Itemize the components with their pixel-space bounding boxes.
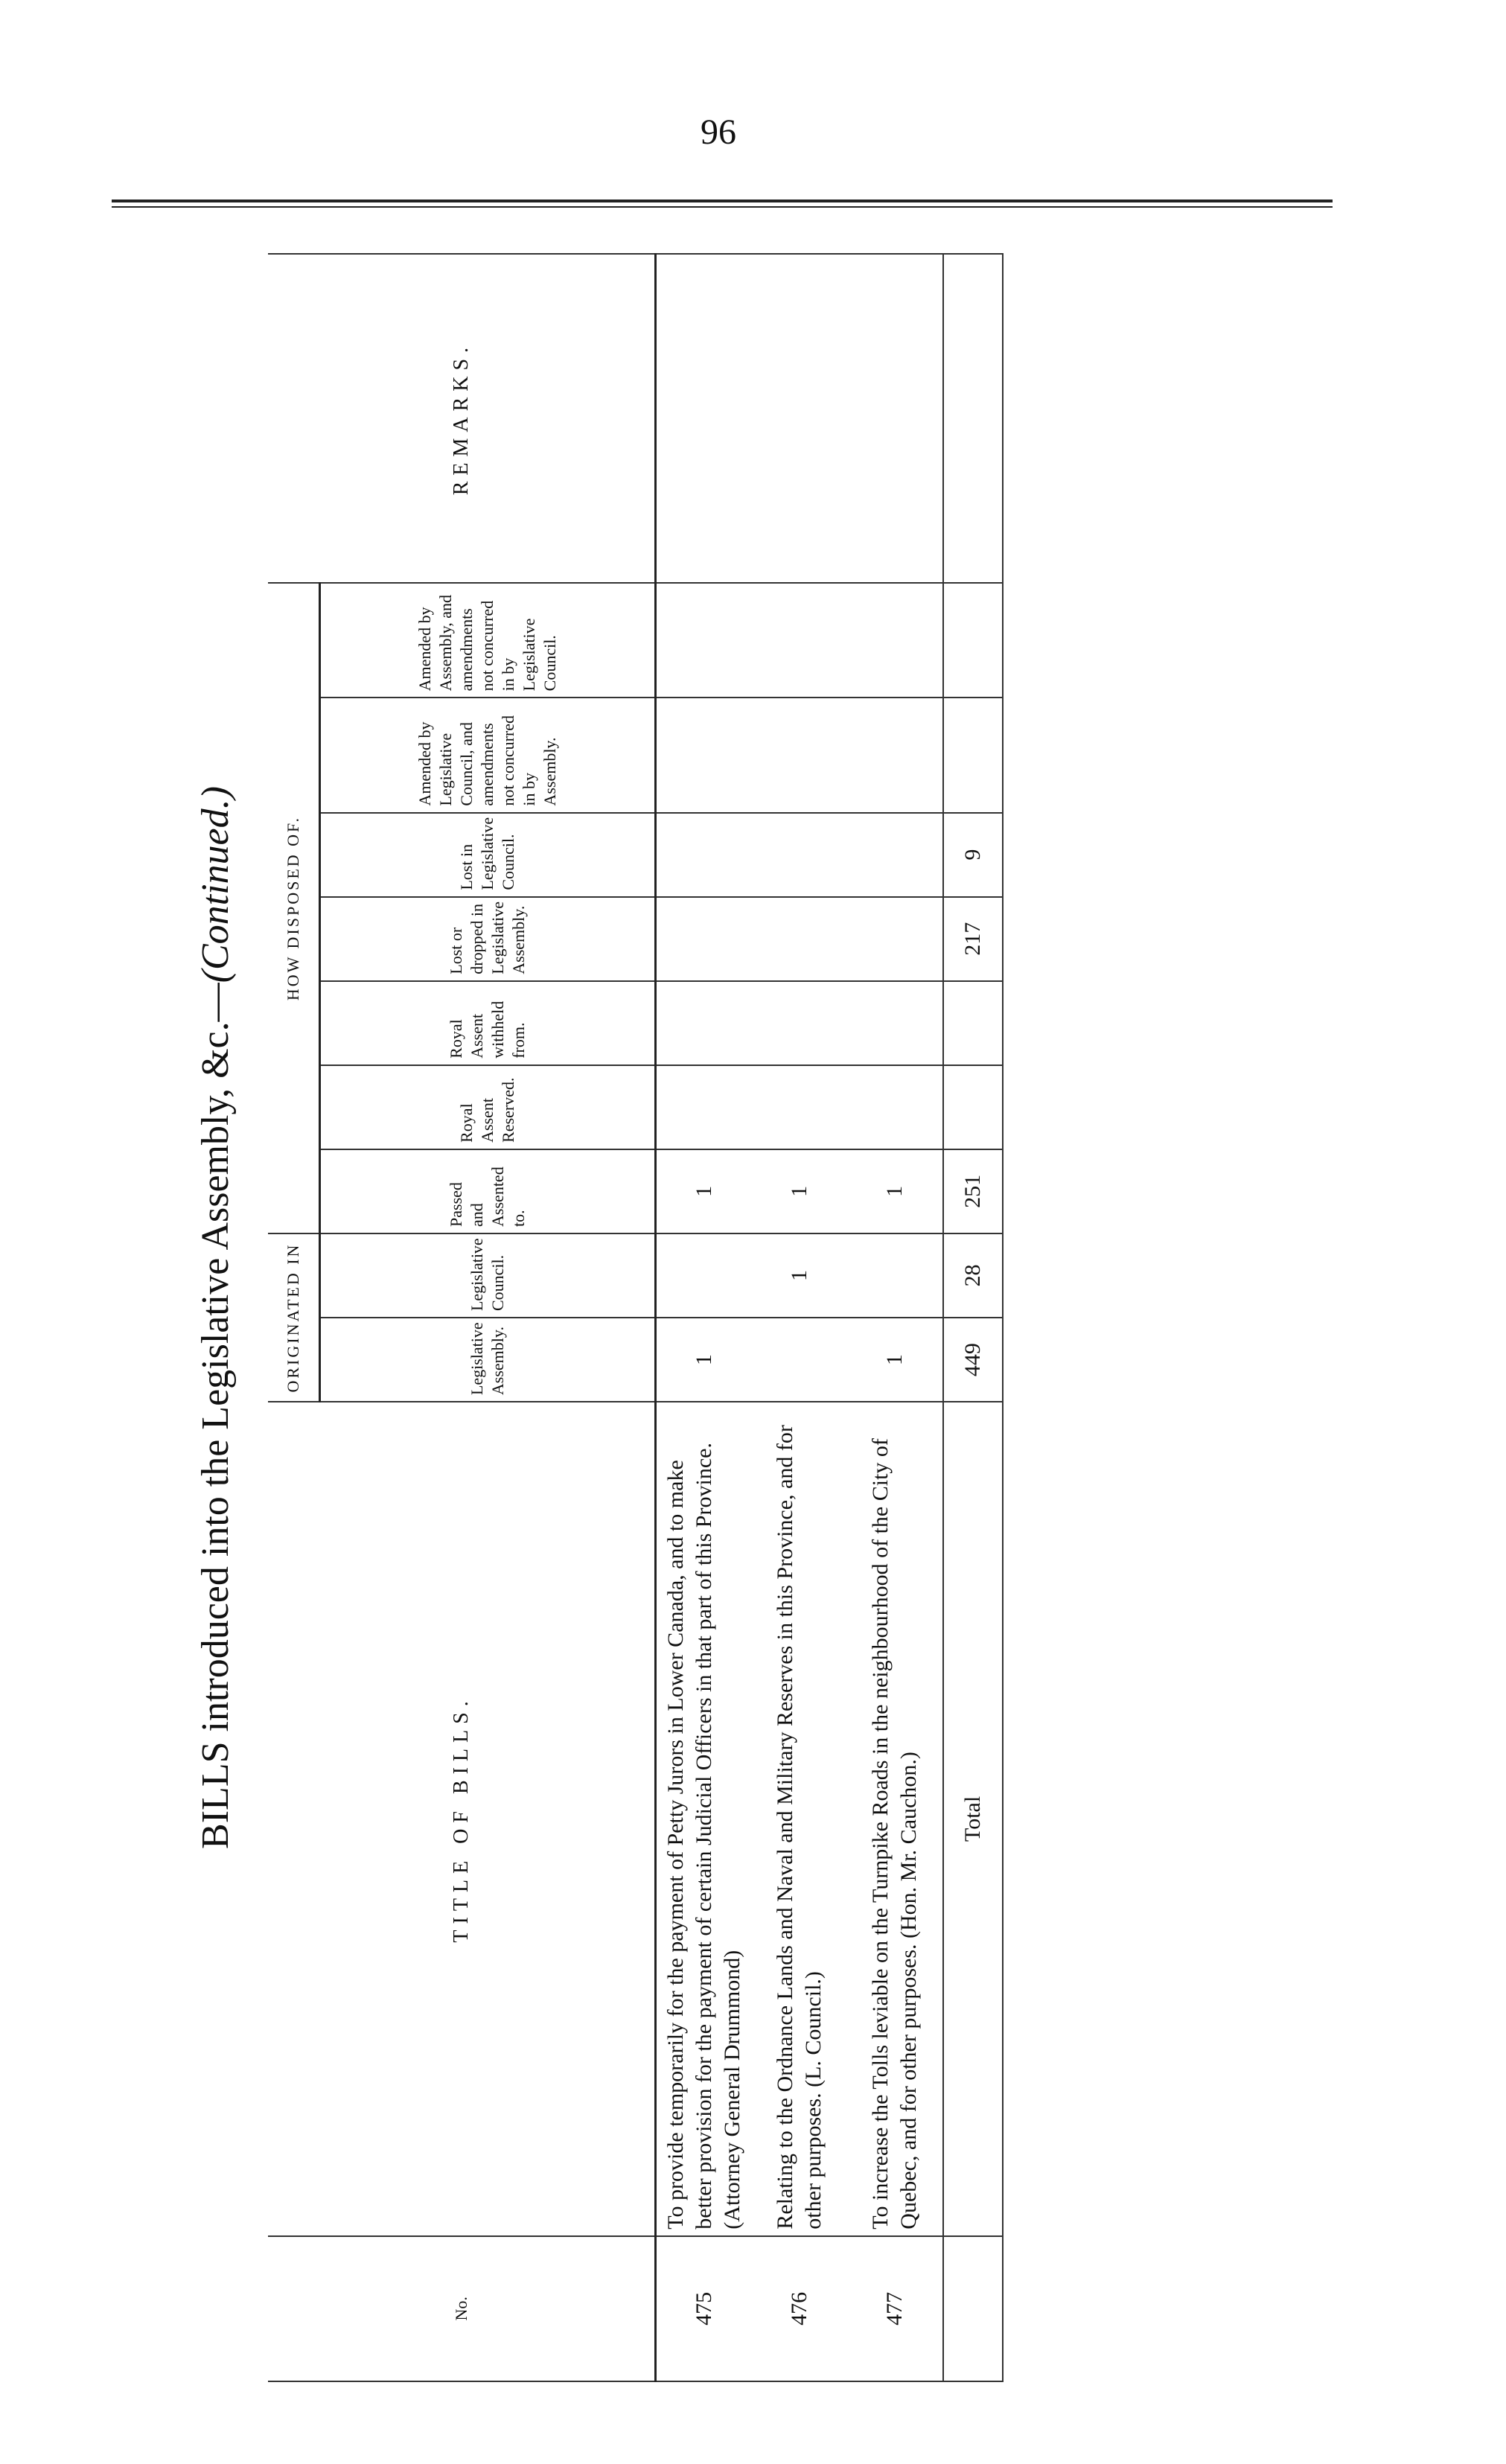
row-reserved xyxy=(656,1065,753,1149)
row-title: To increase the Tolls leviable on the Turnpike Roads in the neighbourhood of the City of Quebec, and for other purposes. (Hon. Mr. Cauchon.) xyxy=(847,1402,943,2236)
total-amended-assembly xyxy=(943,583,1003,698)
col-no: No. xyxy=(268,2236,656,2381)
total-passed: 251 xyxy=(943,1149,1003,1233)
page-number: 96 xyxy=(701,112,736,152)
page-heading xyxy=(171,253,261,2382)
row-amended-council xyxy=(656,698,753,812)
row-remarks xyxy=(752,254,847,583)
row-passed: 1 xyxy=(847,1149,943,1233)
total-withheld xyxy=(943,981,1003,1065)
total-remarks xyxy=(943,254,1003,583)
col-title: TITLE OF BILLS. xyxy=(268,1402,656,2236)
col-how-disposed: HOW DISPOSED OF. xyxy=(268,583,320,1233)
row-passed: 1 xyxy=(656,1149,753,1233)
row-reserved xyxy=(847,1065,943,1149)
row-withheld xyxy=(656,981,753,1065)
rotated-table-frame xyxy=(171,253,1102,2382)
row-amended-council xyxy=(847,698,943,812)
row-reserved xyxy=(752,1065,847,1149)
total-assembly: 449 xyxy=(943,1318,1003,1402)
total-label: Total xyxy=(943,1402,1003,2236)
row-lost-council xyxy=(752,813,847,897)
row-amended-assembly xyxy=(847,583,943,698)
col-lost-council: Lost in Legislative Council. xyxy=(320,813,656,897)
col-remarks: REMARKS. xyxy=(268,254,656,583)
row-council xyxy=(656,1233,753,1318)
col-legislative-assembly: Legislative Assembly. xyxy=(320,1318,656,1402)
total-council: 28 xyxy=(943,1233,1003,1318)
row-title: To provide temporarily for the payment of Petty Jurors in Lower Canada, and to make better provision for the payment of certain Judicial Officers in that part of this Province. (Attorney General Drummond) xyxy=(656,1402,753,2236)
total-amended-council xyxy=(943,698,1003,812)
col-amended-assembly: Amended by Assembly, and amendments not concurred in by Legislative Council. xyxy=(320,583,656,698)
row-title: Relating to the Ordnance Lands and Naval and Military Reserves in this Province, and for other purposes. (L. Council.) xyxy=(752,1402,847,2236)
row-assembly xyxy=(752,1318,847,1402)
table-row xyxy=(847,254,943,2381)
total-number-cell xyxy=(943,2236,1003,2381)
total-lost-assembly: 217 xyxy=(943,897,1003,981)
row-passed: 1 xyxy=(752,1149,847,1233)
row-amended-assembly xyxy=(656,583,753,698)
row-council xyxy=(847,1233,943,1318)
row-lost-assembly xyxy=(656,897,753,981)
col-withheld: Royal Assent withheld from. xyxy=(320,981,656,1065)
row-remarks xyxy=(656,254,753,583)
col-originated-in: ORIGINATED IN xyxy=(268,1233,320,1402)
table-row xyxy=(656,254,753,2381)
col-lost-assembly: Lost or dropped in Legislative Assembly. xyxy=(320,897,656,981)
col-amended-council: Amended by Legislative Council, and amendments not concurred in by Assembly. xyxy=(320,698,656,812)
row-assembly: 1 xyxy=(656,1318,753,1402)
total-reserved xyxy=(943,1065,1003,1149)
row-assembly: 1 xyxy=(847,1318,943,1402)
row-number: 476 xyxy=(752,2236,847,2381)
col-passed: Passed and Assented to. xyxy=(320,1149,656,1233)
row-withheld xyxy=(847,981,943,1065)
row-number: 475 xyxy=(656,2236,753,2381)
row-amended-council xyxy=(752,698,847,812)
col-legislative-council: Legislative Council. xyxy=(320,1233,656,1318)
row-amended-assembly xyxy=(752,583,847,698)
col-reserved: Royal Assent Reserved. xyxy=(320,1065,656,1149)
heading-main: BILLS introduced into the Legislative Assembly, &c.— xyxy=(194,983,237,1849)
heading-continued: (Continued.) xyxy=(194,786,237,983)
row-lost-assembly xyxy=(752,897,847,981)
bills-table xyxy=(268,253,1004,2382)
row-withheld xyxy=(752,981,847,1065)
row-lost-council xyxy=(656,813,753,897)
top-rule xyxy=(112,200,1333,208)
row-number: 477 xyxy=(847,2236,943,2381)
row-lost-assembly xyxy=(847,897,943,981)
total-lost-council: 9 xyxy=(943,813,1003,897)
row-remarks xyxy=(847,254,943,583)
row-lost-council xyxy=(847,813,943,897)
total-row xyxy=(943,254,1003,2381)
table-row xyxy=(752,254,847,2381)
row-council: 1 xyxy=(752,1233,847,1318)
